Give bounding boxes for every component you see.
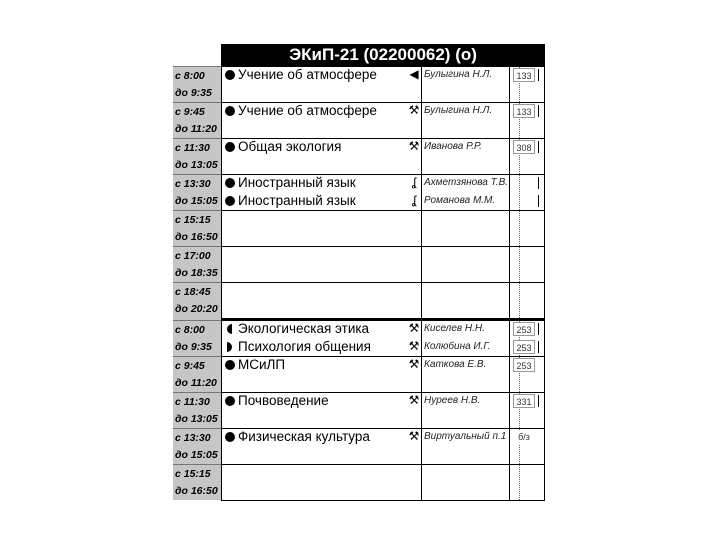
time-label: с 8:00 — [173, 320, 221, 338]
lesson-row[interactable] — [221, 66, 545, 84]
grid-hline — [221, 464, 545, 465]
time-label: до 13:05 — [175, 413, 218, 425]
time-label: с 17:00 — [173, 246, 221, 264]
week-marker-icon — [225, 70, 235, 80]
schedule-grid — [221, 66, 545, 500]
subject-name: Иностранный язык — [238, 175, 356, 190]
lesson-row[interactable] — [221, 102, 545, 120]
lesson-row[interactable] — [221, 174, 545, 192]
status-mark — [538, 323, 539, 335]
subject-name: Почвоведение — [238, 393, 329, 408]
lesson-row[interactable] — [221, 338, 545, 356]
room-number: 253 — [513, 358, 535, 372]
room-number: 331 — [513, 394, 535, 408]
teacher-name: Романова М.М. — [424, 195, 496, 206]
status-mark — [538, 105, 539, 117]
tools-icon: ⚒ — [408, 429, 420, 443]
schedule-title: ЭКиП-21 (02200062) (о) — [221, 44, 545, 66]
time-label: с 18:45 — [173, 282, 221, 300]
week-marker-icon — [225, 396, 235, 406]
week-marker-icon — [225, 432, 235, 442]
room-number: 253 — [513, 340, 535, 354]
time-label: до 16:50 — [175, 485, 218, 497]
language-icon: ʆ — [411, 175, 417, 189]
lesson-row[interactable] — [221, 138, 545, 156]
time-label: до 15:05 — [175, 449, 218, 461]
subject-name: Физическая культура — [238, 429, 370, 444]
time-label: с 8:00 — [173, 66, 221, 84]
subject-name: Учение об атмосфере — [238, 103, 377, 118]
time-label: до 16:50 — [175, 231, 218, 243]
time-label: с 11:30 — [173, 138, 221, 156]
time-label: до 15:05 — [175, 195, 218, 207]
room-number: 133 — [513, 68, 535, 82]
time-label: до 20:20 — [175, 303, 218, 315]
status-mark — [538, 141, 539, 153]
week-marker-icon — [227, 324, 232, 334]
teacher-name: Булыгина Н.Л. — [424, 69, 493, 80]
time-label: с 15:15 — [173, 464, 221, 482]
status-mark — [538, 195, 539, 207]
teacher-name: Каткова Е.В. — [424, 359, 487, 370]
time-label: до 9:35 — [175, 341, 212, 353]
speaker-icon: ◀ — [409, 67, 419, 81]
time-label: до 11:20 — [175, 123, 217, 135]
subject-name: Психология общения — [238, 339, 371, 354]
lesson-row[interactable] — [221, 356, 545, 374]
week-marker-icon — [225, 196, 235, 206]
grid-hline — [221, 210, 545, 211]
tools-icon: ⚒ — [408, 139, 420, 153]
week-marker-icon — [227, 342, 232, 352]
time-label: до 11:20 — [175, 377, 217, 389]
teacher-name: Булыгина Н.Л. — [424, 105, 493, 116]
teacher-name: Иванова Р.Р. — [424, 141, 482, 152]
time-label: с 9:45 — [173, 356, 221, 374]
teacher-name: Ахметзянова Т.В. — [424, 177, 509, 188]
grid-hline — [221, 246, 545, 247]
teacher-name: Виртуальный п.1 — [424, 431, 507, 442]
teacher-name: Нуреев Н.В. — [424, 395, 481, 406]
schedule-sheet — [173, 44, 545, 500]
status-mark — [538, 69, 539, 81]
grid-hline — [221, 282, 545, 283]
grid-hline — [221, 500, 545, 501]
teacher-name: Киселев Н.Н. — [424, 323, 485, 334]
time-label: с 13:30 — [173, 428, 221, 446]
status-mark — [538, 177, 539, 189]
week-marker-icon — [225, 178, 235, 188]
lesson-row[interactable] — [221, 320, 545, 338]
week-marker-icon — [225, 142, 235, 152]
room-number: 308 — [513, 140, 535, 154]
room-number: 133 — [513, 104, 535, 118]
week-marker-icon — [225, 360, 235, 370]
time-column — [173, 66, 221, 500]
time-label: с 15:15 — [173, 210, 221, 228]
subject-name: Экологическая этика — [238, 321, 370, 336]
teacher-name: Колюбина И.Г. — [424, 341, 491, 352]
tools-icon: ⚒ — [408, 321, 420, 335]
subject-name: Общая экология — [238, 139, 342, 154]
subject-name: Иностранный язык — [238, 193, 356, 208]
language-icon: ʆ — [411, 193, 417, 207]
lesson-row[interactable] — [221, 192, 545, 210]
week-marker-icon — [225, 106, 235, 116]
time-label: до 9:35 — [175, 87, 212, 99]
subject-name: МСиЛП — [238, 357, 286, 372]
room-number: б/з — [513, 430, 535, 444]
time-label: с 11:30 — [173, 392, 221, 410]
room-number: 253 — [513, 322, 535, 336]
lesson-row[interactable] — [221, 392, 545, 410]
tools-icon: ⚒ — [408, 103, 420, 117]
time-label: с 13:30 — [173, 174, 221, 192]
time-label: до 13:05 — [175, 159, 218, 171]
subject-name: Учение об атмосфере — [238, 67, 377, 82]
lesson-row[interactable] — [221, 428, 545, 446]
time-label: до 18:35 — [175, 267, 218, 279]
tools-icon: ⚒ — [408, 357, 420, 371]
status-mark — [538, 341, 539, 353]
status-mark — [538, 395, 539, 407]
time-label: с 9:45 — [173, 102, 221, 120]
tools-icon: ⚒ — [408, 393, 420, 407]
tools-icon: ⚒ — [408, 339, 420, 353]
